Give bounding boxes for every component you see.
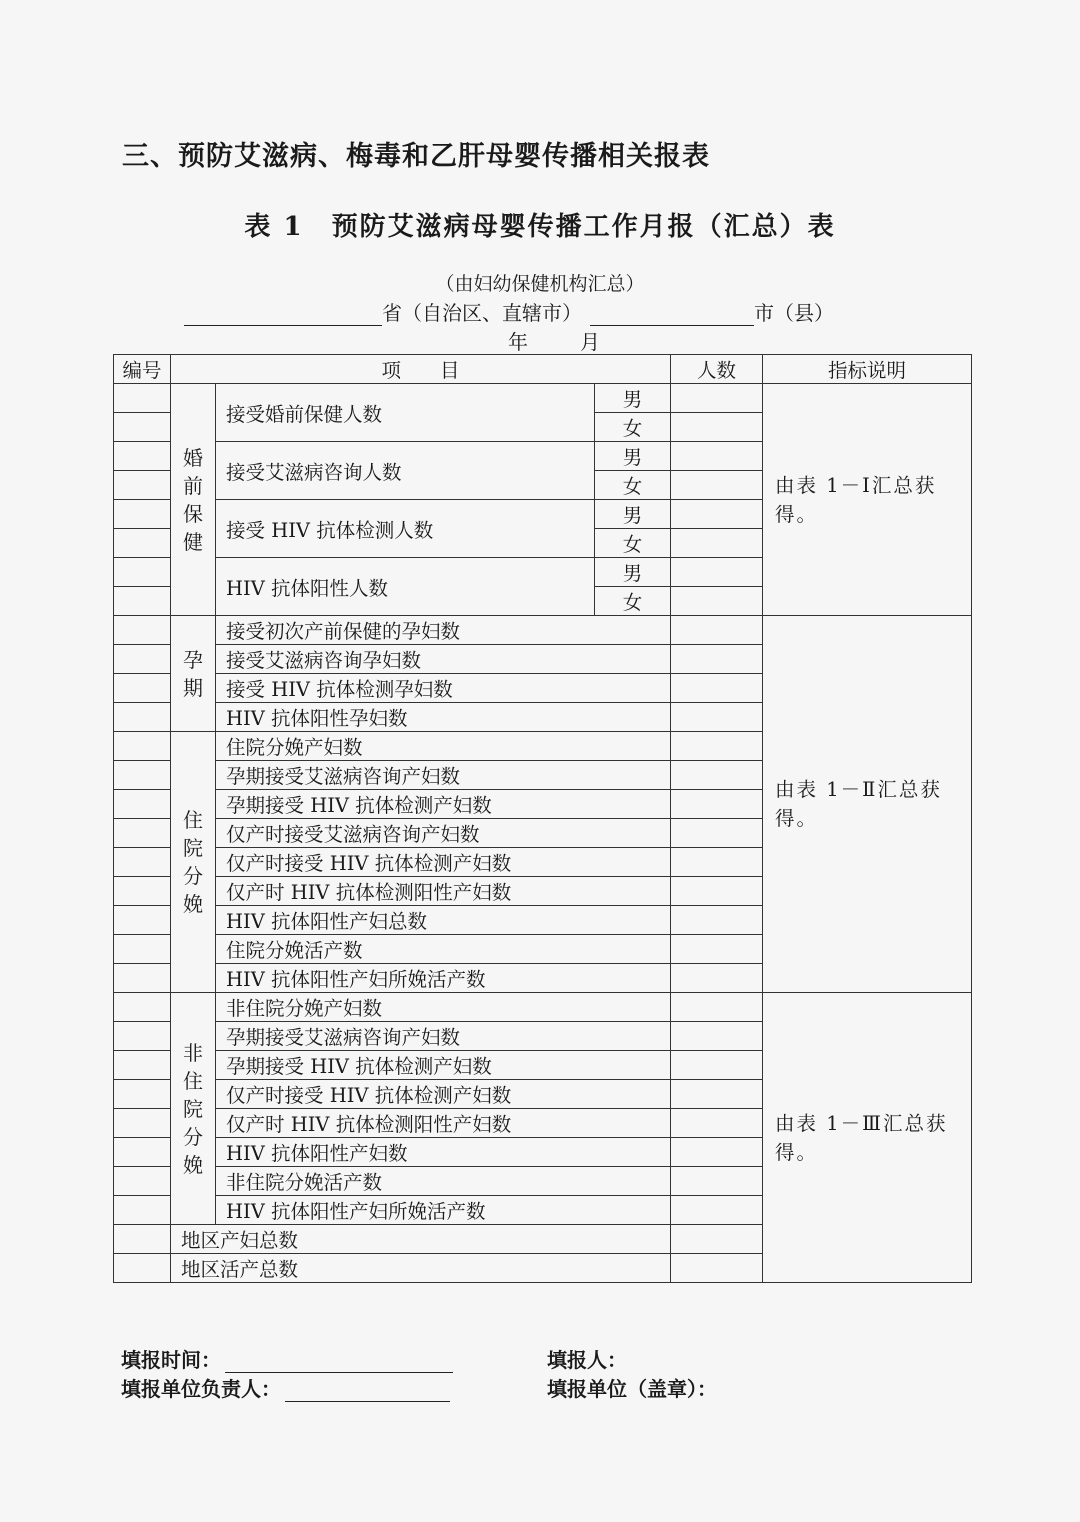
id-cell[interactable]: [114, 645, 171, 674]
item-label: 孕期接受艾滋病咨询产妇数: [216, 1022, 671, 1051]
item-label: 接受 HIV 抗体检测孕妇数: [216, 674, 671, 703]
count-cell[interactable]: [671, 645, 763, 674]
item-label: HIV 抗体阳性产妇数: [216, 1138, 671, 1167]
item-label: 接受婚前保健人数: [216, 384, 595, 442]
count-cell[interactable]: [671, 587, 763, 616]
total-label: 地区活产总数: [171, 1254, 671, 1283]
section-title: 三、预防艾滋病、梅毒和乙肝母婴传播相关报表: [122, 141, 710, 172]
count-cell[interactable]: [671, 442, 763, 471]
table-row: [114, 993, 972, 1022]
id-cell[interactable]: [114, 1109, 171, 1138]
count-cell[interactable]: [671, 1167, 763, 1196]
count-cell[interactable]: [671, 1254, 763, 1283]
count-cell[interactable]: [671, 1109, 763, 1138]
id-cell[interactable]: [114, 384, 171, 413]
item-label: 接受艾滋病咨询人数: [216, 442, 595, 500]
count-cell[interactable]: [671, 935, 763, 964]
report-table: [113, 354, 972, 1283]
gender-female: 女: [595, 587, 671, 616]
count-cell[interactable]: [671, 413, 763, 442]
count-cell[interactable]: [671, 906, 763, 935]
unit-head-label: 填报单位负责人：: [121, 1377, 281, 1401]
item-label: 孕期接受艾滋病咨询产妇数: [216, 761, 671, 790]
id-cell[interactable]: [114, 877, 171, 906]
region-line: [184, 297, 834, 326]
id-cell[interactable]: [114, 906, 171, 935]
count-cell[interactable]: [671, 993, 763, 1022]
filler-row: [547, 1344, 627, 1373]
item-label: 住院分娩活产数: [216, 935, 671, 964]
count-cell[interactable]: [671, 529, 763, 558]
id-cell[interactable]: [114, 819, 171, 848]
gender-female: 女: [595, 529, 671, 558]
id-cell[interactable]: [114, 761, 171, 790]
id-cell[interactable]: [114, 1167, 171, 1196]
id-cell[interactable]: [114, 1196, 171, 1225]
id-cell[interactable]: [114, 1225, 171, 1254]
id-cell[interactable]: [114, 471, 171, 500]
id-cell[interactable]: [114, 1022, 171, 1051]
count-cell[interactable]: [671, 471, 763, 500]
unit-row: [547, 1373, 717, 1402]
gender-male: 男: [595, 384, 671, 413]
table-row: [114, 616, 972, 645]
id-cell[interactable]: [114, 1080, 171, 1109]
id-cell[interactable]: [114, 790, 171, 819]
item-label: 仅产时接受 HIV 抗体检测产妇数: [216, 1080, 671, 1109]
gender-female: 女: [595, 471, 671, 500]
group-label-hospital: 住 院 分 娩: [171, 732, 216, 993]
item-label: 仅产时接受 HIV 抗体检测产妇数: [216, 848, 671, 877]
id-cell[interactable]: [114, 935, 171, 964]
item-label: 非住院分娩产妇数: [216, 993, 671, 1022]
province-label: 省（自治区、直辖市）: [382, 301, 582, 325]
item-label: 仅产时 HIV 抗体检测阳性产妇数: [216, 877, 671, 906]
fill-time-label: 填报时间：: [121, 1348, 221, 1372]
unit-head-blank[interactable]: [285, 1379, 450, 1402]
item-label: 接受初次产前保健的孕妇数: [216, 616, 671, 645]
total-label: 地区产妇总数: [171, 1225, 671, 1254]
item-label: HIV 抗体阳性人数: [216, 558, 595, 616]
id-cell[interactable]: [114, 732, 171, 761]
count-cell[interactable]: [671, 1080, 763, 1109]
year-label: 年: [508, 330, 528, 354]
item-label: HIV 抗体阳性孕妇数: [216, 703, 671, 732]
unit-label: 填报单位（盖章）：: [547, 1377, 717, 1401]
gender-male: 男: [595, 442, 671, 471]
gender-male: 男: [595, 558, 671, 587]
city-blank[interactable]: [590, 303, 754, 326]
city-label: 市（县）: [754, 301, 834, 325]
id-cell[interactable]: [114, 1254, 171, 1283]
count-cell[interactable]: [671, 819, 763, 848]
note-cell: 由表 1－Ⅰ汇总获得。: [763, 384, 972, 616]
item-label: 接受艾滋病咨询孕妇数: [216, 645, 671, 674]
id-cell[interactable]: [114, 616, 171, 645]
count-cell[interactable]: [671, 500, 763, 529]
item-label: 非住院分娩活产数: [216, 1167, 671, 1196]
id-cell[interactable]: [114, 413, 171, 442]
unit-head-row: [121, 1373, 450, 1402]
header-note: 指标说明: [763, 355, 972, 384]
count-cell[interactable]: [671, 616, 763, 645]
id-cell[interactable]: [114, 993, 171, 1022]
date-line: [430, 326, 600, 355]
id-cell[interactable]: [114, 848, 171, 877]
group-label-premarital: 婚 前 保 健: [171, 384, 216, 616]
count-cell[interactable]: [671, 1225, 763, 1254]
id-cell[interactable]: [114, 964, 171, 993]
id-cell[interactable]: [114, 529, 171, 558]
gender-male: 男: [595, 500, 671, 529]
year-blank[interactable]: [430, 332, 508, 355]
header-id: 编号: [114, 355, 171, 384]
id-cell[interactable]: [114, 674, 171, 703]
count-cell[interactable]: [671, 1051, 763, 1080]
header-count: 人数: [671, 355, 763, 384]
header-row: [114, 355, 972, 384]
id-cell[interactable]: [114, 1051, 171, 1080]
fill-time-blank[interactable]: [225, 1350, 453, 1373]
item-label: 接受 HIV 抗体检测人数: [216, 500, 595, 558]
group-label-pregnancy: 孕 期: [171, 616, 216, 732]
count-cell[interactable]: [671, 964, 763, 993]
id-cell[interactable]: [114, 558, 171, 587]
id-cell[interactable]: [114, 500, 171, 529]
count-cell[interactable]: [671, 674, 763, 703]
id-cell[interactable]: [114, 587, 171, 616]
table-subtitle: （由妇幼保健机构汇总）: [435, 273, 645, 295]
item-label: HIV 抗体阳性产妇所娩活产数: [216, 1196, 671, 1225]
count-cell[interactable]: [671, 732, 763, 761]
count-cell[interactable]: [671, 558, 763, 587]
count-cell[interactable]: [671, 1138, 763, 1167]
item-label: 仅产时接受艾滋病咨询产妇数: [216, 819, 671, 848]
fill-time-row: [121, 1344, 453, 1373]
id-cell[interactable]: [114, 1138, 171, 1167]
item-label: HIV 抗体阳性产妇总数: [216, 906, 671, 935]
count-cell[interactable]: [671, 1196, 763, 1225]
table-title: 表 1 预防艾滋病母婴传播工作月报（汇总）表: [244, 212, 836, 242]
count-cell[interactable]: [671, 790, 763, 819]
month-label: 月: [580, 330, 600, 354]
item-label: 仅产时 HIV 抗体检测阳性产妇数: [216, 1109, 671, 1138]
count-cell[interactable]: [671, 877, 763, 906]
count-cell[interactable]: [671, 761, 763, 790]
item-label: 孕期接受 HIV 抗体检测产妇数: [216, 1051, 671, 1080]
table-row: [114, 384, 972, 413]
note-cell: 由表 1－Ⅱ汇总获得。: [763, 616, 972, 993]
gender-female: 女: [595, 413, 671, 442]
id-cell[interactable]: [114, 442, 171, 471]
count-cell[interactable]: [671, 848, 763, 877]
count-cell[interactable]: [671, 1022, 763, 1051]
item-label: 孕期接受 HIV 抗体检测产妇数: [216, 790, 671, 819]
count-cell[interactable]: [671, 384, 763, 413]
group-label-non-hospital: 非 住 院 分 娩: [171, 993, 216, 1225]
filler-label: 填报人：: [547, 1348, 627, 1372]
item-label: 住院分娩产妇数: [216, 732, 671, 761]
count-cell[interactable]: [671, 703, 763, 732]
province-blank[interactable]: [184, 303, 382, 326]
note-cell: 由表 1－Ⅲ汇总获得。: [763, 993, 972, 1283]
id-cell[interactable]: [114, 703, 171, 732]
item-label: HIV 抗体阳性产妇所娩活产数: [216, 964, 671, 993]
month-blank[interactable]: [528, 332, 580, 355]
header-item: 项 目: [171, 355, 671, 384]
